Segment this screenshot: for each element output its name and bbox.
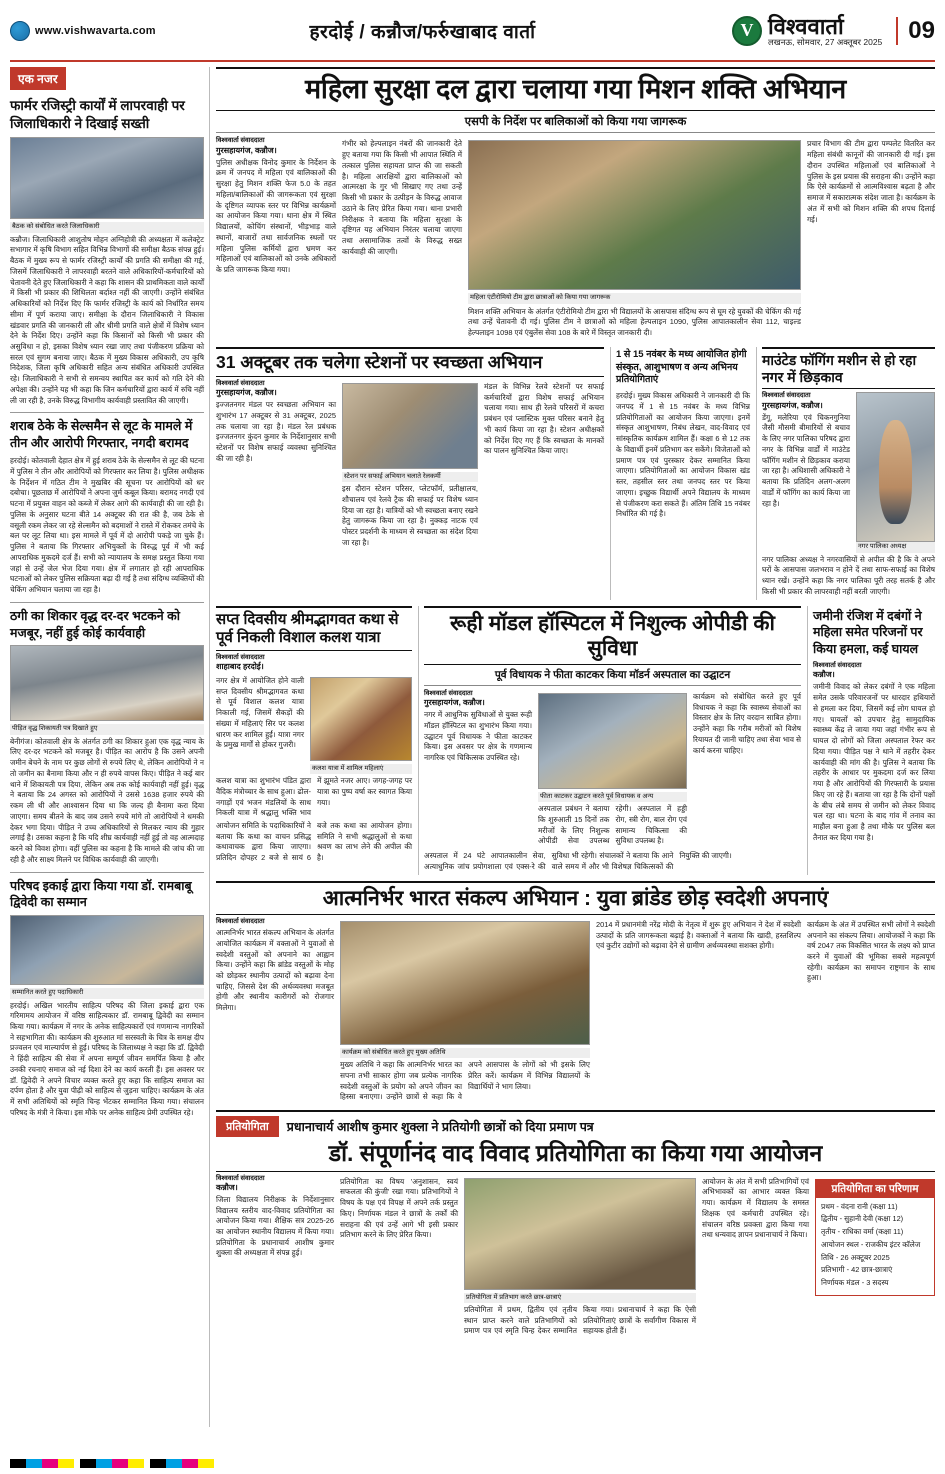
color-swatch [26, 1459, 42, 1468]
result-line: प्रतिभागी - 42 छात्र-छात्राएं [821, 1265, 893, 1275]
page-number: 09 [896, 17, 935, 45]
swachhata-body-2: इस दौरान स्टेशन परिसर, प्लेटफॉर्म, प्रतीक्षालय, शौचालय एवं रेलवे ट्रैक की सफाई पर विशेष ध्यान दिया जा रहा है। यात्रियों को भी स्वच्छता बनाए रखने हेतु जागरूक किया जा रहा है। नुक्कड़ नाटक एवं पोस्टर प्रदर्शनी के माध्यम से स्वच्छता का संदेश दिया जा रहा है। [342, 484, 478, 547]
atmanirbhar-body-2: मुख्य अतिथि ने कहा कि आत्मनिर्भर भारत का सपना तभी साकार होगा जब प्रत्येक नागरिक स्वदेशी वस्तुओं के प्रयोग को अपने जीवन का हिस्सा बनाएगा। उन्होंने छात्रों से कहा कि वे अपने आसपास के लोगों को भी इसके लिए प्रेरित करें। कार्यक्रम में विभिन्न विद्यालयों के विद्यार्थियों ने भाग लिया। [340, 1060, 590, 1102]
divider [10, 872, 204, 873]
result-box-title: प्रतियोगिता का परिणाम [816, 1180, 934, 1198]
byline [424, 690, 532, 708]
row-katha-hospital [216, 606, 935, 875]
pratiyogita-box [610, 347, 750, 600]
swachhata-body-3: मंडल के विभिन्न रेलवे स्टेशनों पर सफाई कर्मचारियों द्वारा विशेष सफाई अभियान चलाया गया। साथ ही रेलवे परिसरों में कचरा प्रबंधन एवं प्लास्टिक मुक्त परिसर बनाने हेतु भी कार्य किया जा रहा है। स्टेशन अधीक्षकों को निर्देश दिए गए हैं कि स्वच्छता के मानकों का पालन सुनिश्चित किया जाए। [484, 381, 604, 456]
lead-body-2: गंभीर को हेल्पलाइन नंबरों की जानकारी देते हुए बताया गया कि किसी भी आपात स्थिति में तत्काल पुलिस सहायता प्राप्त की जा सकती है। महिला आरक्षियों द्वारा बालिकाओं को आत्मरक्षा के गुर भी सिखाए गए तथा उन्हें किसी भी प्रकार के उत्पीड़न के विरुद्ध आवाज उठाने के लिए प्रेरित किया गया। थाना प्रभारी निरीक्षक ने बताया कि महिला सुरक्षा के दृष्टिगत यह अभियान निरंतर चलाया जाएगा तथा असामाजिक तत्वों के विरुद्ध सख्त कार्यवाही की जाएगी। [342, 139, 462, 256]
debate-body-4: आयोजन के अंत में सभी प्रतिभागियों एवं अभिभावकों का आभार व्यक्त किया गया। कार्यक्रम में विद्यालय के समस्त शिक्षक एवं कर्मचारी उपस्थित रहे। संचालन वरिष्ठ प्रवक्ता द्वारा किया गया तथा धन्यवाद ज्ञापन प्रधानाचार्य ने किया। [702, 1176, 809, 1240]
masthead-left [10, 21, 240, 41]
swachhata-photo [342, 383, 478, 469]
debate-pill-row [216, 1110, 935, 1137]
lead-col-4 [807, 137, 935, 340]
byline [216, 1175, 334, 1193]
main-column [216, 67, 935, 1427]
lead-col-1 [216, 137, 336, 340]
fogging-headline: माउंटेड फॉगिंग मशीन से हो रहा नगर में छिड़काव [762, 347, 935, 390]
color-registration-bars [10, 1459, 220, 1468]
byline-location: कन्नौज। [216, 1182, 238, 1192]
sidebar-story-3 [10, 878, 204, 1119]
result-line: तृतीय - राधिका वर्मा (कक्षा 11) [821, 1227, 904, 1237]
byline-label: विश्ववार्ता संवाददाता [424, 689, 473, 697]
result-box [815, 1179, 935, 1296]
cb-group [150, 1459, 214, 1468]
logo [732, 15, 882, 47]
hospital-story [418, 606, 801, 875]
photo-caption: कार्यक्रम को संबोधित करते हुए मुख्य अतिथि [340, 1048, 590, 1058]
story-photo [10, 137, 204, 219]
color-swatch [166, 1459, 182, 1468]
result-line: आयोजन स्थल - राजकीय इंटर कॉलेज [821, 1239, 921, 1249]
byline-label: विश्ववार्ता संवाददाता [216, 137, 265, 145]
hospital-body-4: अस्पताल में 24 घंटे आपातकालीन सेवा, अत्याधुनिक जांच प्रयोगशाला एवं एक्स-रे की सुविधा भी रहेगी। संचालकों ने बताया कि आने वाले समय में और भी विशेषज्ञ चिकित्सकों की नियुक्ति की जाएगी। [424, 851, 732, 871]
debate-body-2: प्रतियोगिता का विषय 'अनुशासन, स्वयं सफलता की कुंजी' रखा गया। प्रतिभागियों ने विषय के पक्ष एवं विपक्ष में अपने तर्क प्रस्तुत किए। निर्णायक मंडल ने छात्रों के तर्कों की सराहना की एवं उन्हें आगे भी इसी प्रकार प्रतिभाग करने के लिए प्रेरित किया। [340, 1176, 458, 1240]
sidebar-story-2 [10, 608, 204, 866]
edition-title: हरदोई / कन्नौज/फर्रुखाबाद वार्ता [309, 22, 536, 43]
result-line: प्रथम - वंदना रानी (कक्षा 11) [821, 1201, 898, 1211]
atmanirbhar-body-1: आत्मनिर्भर भारत संकल्प अभियान के अंतर्गत आयोजित कार्यक्रम में वक्ताओं ने युवाओं से स्वदेशी वस्तुओं को अपनाने का आह्वान किया। उन्होंने कहा कि ब्रांडेड वस्तुओं के मोह को छोड़कर स्थानीय उत्पादों को बढ़ावा देना चाहिए, जिससे देश की अर्थव्यवस्था मजबूत होगी और स्थानीय कारीगरों को रोजगार मिलेगा। [216, 928, 334, 1013]
masthead [10, 6, 935, 62]
atmanirbhar-story [216, 881, 935, 1105]
sidebar-headline: ठगी का शिकार वृद्ध दर-दर भटकने को मजबूर, नहीं हुई कोई कार्यवाही [10, 608, 180, 640]
story-photo [10, 915, 204, 985]
katha-story [216, 606, 412, 875]
byline-label: विश्ववार्ता संवाददाता [762, 392, 811, 400]
byline-label: विश्ववार्ता संवाददाता [216, 917, 265, 925]
byline [216, 380, 336, 398]
sidebar-column [10, 67, 210, 1427]
atmanirbhar-headline: आत्मनिर्भर भारत संकल्प अभियान : युवा ब्रांडेड छोड़ स्वदेशी अपनाएं [216, 881, 935, 915]
debate-headline: डॉ. संपूर्णानंद वाद विवाद प्रतियोगिता का किया गया आयोजन [216, 1137, 935, 1172]
attack-body: जमीनी विवाद को लेकर दबंगों ने एक महिला समेत उसके परिवारजनों पर धारदार हथियारों से हमला कर दिया, जिसमें कई लोग घायल हो गए। घायलों को उपचार हेतु सामुदायिक स्वास्थ्य केंद्र ले जाया गया जहां गंभीर रूप से घायल दो लोगों को जिला अस्पताल रेफर कर दिया गया। पीड़ित पक्ष ने थाने में तहरीर देकर कार्यवाही की मांग की है। पुलिस ने बताया कि तहरीर के आधार पर मुकदमा दर्ज कर लिया गया है और आरोपियों की गिरफ्तारी के प्रयास किए जा रहे हैं। बताया जा रहा है कि दोनों पक्षों के बीच लंबे समय से जमीन को लेकर विवाद चल रहा था। घटना के बाद गांव में तनाव का माहौल बना हुआ है तथा मौके पर पुलिस बल तैनात कर दिया गया है। [813, 682, 935, 842]
byline [762, 392, 850, 410]
atmanirbhar-body-4: कार्यक्रम के अंत में उपस्थित सभी लोगों ने स्वदेशी अपनाने का संकल्प लिया। आयोजकों ने कहा कि वर्ष 2047 तक विकसित भारत के लक्ष्य को प्राप्त करने में युवाओं की भूमिका सबसे महत्वपूर्ण रहेगी। कार्यक्रम का समापन राष्ट्रगान के साथ हुआ। [807, 919, 935, 983]
row-swachhata [216, 347, 935, 600]
swachhata-headline: 31 अक्टूबर तक चलेगा स्टेशनों पर स्वच्छता अभियान [216, 347, 604, 377]
swachhata-body-1: इज्जतनगर मंडल पर स्वच्छता अभियान का शुभारंभ 17 अक्टूबर से 31 अक्टूबर, 2025 तक चलाया जा रहा है। मंडल रेल प्रबंधक इज्जतनगर कुंदन कुमार के निर्देशानुसार सभी स्टेशनों पर विशेष सफाई व्यवस्था सुनिश्चित की जा रही है। [216, 400, 336, 463]
page-body [10, 67, 935, 1427]
cb-group [10, 1459, 74, 1468]
logo-mark-icon: V [732, 16, 762, 46]
debate-body-1: जिला विद्यालय निरीक्षक के निर्देशानुसार विद्यालय स्तरीय वाद-विवाद प्रतियोगिता का आयोजन किया गया। शैक्षिक सत्र 2025-26 का आयोजन स्थानीय विद्यालय में किया गया। प्रतियोगिता के प्रधानाचार्य आशीष कुमार शुक्ला की अध्यक्षता में संपन्न हुई। [216, 1194, 334, 1258]
katha-body-2: कलश यात्रा का शुभारंभ पंडित द्वारा वैदिक मंत्रोच्चार के साथ हुआ। ढोल-नगाड़ों एवं भजन मंडलियों के साथ निकली यात्रा में श्रद्धालु भक्ति भाव में झूमते नजर आए। जगह-जगह पर यात्रा का पुष्प वर्षा कर स्वागत किया गया। [216, 776, 412, 818]
color-swatch [58, 1459, 74, 1468]
byline-location: कन्नौज। [813, 670, 835, 680]
color-swatch [198, 1459, 214, 1468]
result-line: निर्णायक मंडल - 3 सदस्य [821, 1277, 889, 1287]
lead-body-4: प्रचार विभाग की टीम द्वारा पम्पलेट वितरित कर महिला संबंधी कानूनों की जानकारी दी गई। इस दौरान उपस्थित महिलाओं एवं बालिकाओं ने पुलिस के इस प्रयास की सराहना की। उन्होंने कहा कि ऐसे कार्यक्रमों से आत्मविश्वास बढ़ता है और समाज में सकारात्मक संदेश जाता है। कार्यक्रम के अंत में सभी को मिशन शक्ति की शपथ दिलाई गई। [807, 139, 935, 224]
sidebar-headline: फार्मर रजिस्ट्री कार्यों में लापरवाही पर जिलाधिकारी ने दिखाई सख्ती [10, 98, 185, 132]
lead-photo [468, 140, 801, 290]
color-swatch [42, 1459, 58, 1468]
byline-label: विश्ववार्ता संवाददाता [216, 1174, 265, 1182]
hospital-body-2: अस्पताल प्रबंधन ने बताया कि शुरुआती 15 दिनों तक मरीजों के लिए निशुल्क ओपीडी सेवा उपलब्ध रहेगी। अस्पताल में हड्डी रोग, स्त्री रोग, बाल रोग एवं सामान्य चिकित्सा की सुविधा उपलब्ध है। [538, 804, 687, 846]
category-badge: प्रतियोगिता [216, 1116, 279, 1137]
lead-body-3: मिशन शक्ति अभियान के अंतर्गत एंटीरोमियो टीम द्वारा भी विद्यालयों के आसपास संदिग्ध रूप से घूम रहे युवकों की चेकिंग की गई तथा उन्हें चेतावनी दी गई। पुलिस टीम ने छात्राओं को महिला हेल्पलाइन 1090, पुलिस आपातकालीन सेवा 112, चाइल्ड हेल्पलाइन 1098 एवं एंबुलेंस सेवा 108 के बारे में विस्तृत जानकारी दी। [468, 306, 801, 338]
sidebar-story-0 [10, 97, 204, 406]
katha-headline: सप्त दिवसीय श्रीमद्भागवत कथा से पूर्व निकली विशाल कलश यात्रा [216, 606, 412, 651]
globe-icon [10, 21, 30, 41]
byline-label: विश्ववार्ता संवाददाता [813, 662, 862, 670]
sidebar-body: हरदोई। कोतवाली देहात क्षेत्र में हुई शराब ठेके के सेल्समैन से लूट की घटना में पुलिस ने तीन और आरोपियों को गिरफ्तार कर लिया है। पुलिस अधीक्षक के निर्देशन में गठित टीम ने मुखबिर की सूचना पर आरोपियों को धर दबोचा। पूछताछ में आरोपियों ने अपना जुर्म कबूल किया। बरामद नगदी एवं घटना में प्रयुक्त वाहन को कब्जे में लेकर आगे की कार्यवाही की जा रही है। पुलिस के अनुसार घटना बीते 14 अक्टूबर की रात की है, जब ठेके से वसूली रकम लेकर जा रहे सेल्समैन को बदमाशों ने रास्ते में रोककर तमंचे के बल पर लूट लिया था। इस मामले में पूर्व में दो आरोपी पकड़े जा चुके हैं। पुलिस ने बताया कि गिरफ्तार अभियुक्तों के विरुद्ध पूर्व में भी कई आपराधिक मुकदमे दर्ज हैं। सभी को न्यायालय के समक्ष प्रस्तुत किया गया जहां से उन्हें जेल भेज दिया गया। क्षेत्र में लगातार हो रही आपराधिक घटनाओं को लेकर पुलिस सक्रियता बढ़ा दी गई है तथा संदिग्ध व्यक्तियों की चेकिंग अभियान चलाया जा रहा है। [10, 456, 204, 594]
lead-body-1: पुलिस अधीक्षक विनोद कुमार के निर्देशन के क्रम में जनपद में महिला एवं बालिकाओं की सुरक्षा हेतु मिशन शक्ति फेज 5.0 के तहत महिला/बालिकाओं की जागरूकता एवं सुरक्षा के दृष्टिगत व्यापक स्तर पर विभिन्न कार्यक्रमों का आयोजन किया गया। थाना क्षेत्र में स्थित विद्यालयों, कोचिंग संस्थानों, भीड़भाड़ वाले स्थानों, बाजारों तथा सार्वजनिक स्थलों पर महिला पुलिस कर्मियों द्वारा भ्रमण कर महिलाओं एवं बालिकाओं को उनके अधिकारों के प्रति जागरूक किया गया। [216, 157, 336, 274]
sidebar-headline: शराब ठेके के सेल्समैन से लूट के मामले में तीन और आरोपी गिरफ्तार, नगदी बरामद [10, 419, 193, 451]
photo-caption: नगर पालिका अध्यक्ष [856, 542, 935, 552]
sidebar-body: कन्नौज। जिलाधिकारी आशुतोष मोहन अग्निहोत्री की अध्यक्षता में कलेक्ट्रेट सभागार में कृषि विभाग सहित विभिन्न विभागों की समीक्षा बैठक संपन्न हुई। बैठक में मुख्य रूप से फार्मर रजिस्ट्री कार्यों की प्रगति की समीक्षा की गई, जिसमें जिलाधिकारी ने लापरवाही बरतने वाले अधिकारियों-कर्मचारियों को चेतावनी देते हुए जिलाधिकारी ने कहा कि शासन की प्राथमिकता वाले कार्यों में किसी भी प्रकार की शिथिलता बर्दाश्त नहीं की जाएगी। उन्होंने संबंधित अधिकारियों को निर्देश दिए कि फार्मर रजिस्ट्री के कार्य को निर्धारित समय सीमा में पूर्ण कराया जाए। समीक्षा के दौरान जिलाधिकारी ने विकास खंडवार प्रगति की जानकारी ली और धीमी प्रगति वाले क्षेत्रों में विशेष ध्यान देने के निर्देश दिए। उन्होंने कहा कि किसानों को किसी भी प्रकार की असुविधा न हो, इसका विशेष ध्यान रखा जाए तथा पंजीकरण प्रक्रिया को सरल एवं सुगम बनाया जाए। बैठक में मुख्य विकास अधिकारी, उप कृषि निदेशक, जिला कृषि अधिकारी सहित अन्य संबंधित अधिकारी उपस्थित रहे। जिलाधिकारी ने सभी से समन्वय स्थापित कर कार्य को गति देने की अपेक्षा की। उन्होंने यह भी कहा कि जिन कर्मचारियों द्वारा कार्य में रुचि नहीं ली जा रही है, उनके विरुद्ध विभागीय कार्यवाही प्रस्तावित की जाएगी। [10, 234, 204, 405]
sidebar-headline: परिषद इकाई द्वारा किया गया डॉ. रामबाबू द्विवेदी का सम्मान [10, 878, 192, 910]
photo-caption: सम्मानित करते हुए पदाधिकारी [10, 988, 204, 998]
byline [216, 137, 336, 155]
hospital-body-1: नगर में आधुनिक सुविधाओं से युक्त रूही मॉडल हॉस्पिटल का शुभारंभ किया गया। उद्घाटन पूर्व विधायक ने फीता काटकर किया। इस अवसर पर क्षेत्र के गणमान्य नागरिक एवं चिकित्सक उपस्थित रहे। [424, 710, 532, 763]
debate-body-3: प्रतियोगिता में प्रथम, द्वितीय एवं तृतीय स्थान प्राप्त करने वाले प्रतिभागियों को प्रमाण पत्र एवं स्मृति चिन्ह देकर सम्मानित किया गया। प्रधानाचार्य ने कहा कि ऐसी प्रतियोगिताएं छात्रों के सर्वांगीण विकास में सहायक होती हैं। [464, 1304, 696, 1336]
divider [10, 412, 204, 413]
result-line: द्वितीय - सुहानी देवी (कक्षा 12) [821, 1214, 904, 1224]
cb-group [80, 1459, 144, 1468]
debate-photo [464, 1178, 696, 1290]
hospital-body-3: कार्यक्रम को संबोधित करते हुए पूर्व विधायक ने कहा कि स्वास्थ्य सेवाओं का विस्तार क्षेत्र के लिए वरदान साबित होगा। उन्होंने कहा कि गरीब मरीजों को विशेष रियायत दी जानी चाहिए तथा सेवा भाव से कार्य करना चाहिए। [693, 691, 801, 755]
sidebar-story-1 [10, 418, 204, 595]
byline-location: गुरसहायगंज, कन्नौज। [424, 698, 485, 708]
box-body: हरदोई। मुख्य विकास अधिकारी ने जानकारी दी कि जनपद में 1 से 15 नवंबर के मध्य विभिन्न प्रतियोगिताओं का आयोजन किया जाएगा। इनमें संस्कृत आशुभाषण, निबंध लेखन, वाद-विवाद एवं सांस्कृतिक कार्यक्रम शामिल हैं। कक्षा 6 से 12 तक के विद्यार्थी इनमें प्रतिभाग कर सकेंगे। विजेताओं को प्रमाण पत्र एवं पुरस्कार देकर सम्मानित किया जाएगा। प्रतियोगिताओं का आयोजन विकास खंड स्तर, तहसील स्तर तथा जनपद स्तर पर किया जाएगा। इच्छुक विद्यार्थी अपने विद्यालय के माध्यम से पंजीकरण करा सकते हैं। अंतिम तिथि 15 नवंबर निर्धारित की गई है। [616, 391, 750, 519]
color-swatch [96, 1459, 112, 1468]
hospital-photo [538, 693, 687, 789]
atmanirbhar-body-3: 2014 में प्रधानमंत्री नरेंद्र मोदी के नेतृत्व में शुरू हुए अभियान ने देश में स्वदेशी उत्पादों के प्रति जागरूकता बढ़ाई है। वक्ताओं ने बताया कि खादी, हस्तशिल्प एवं कुटीर उद्योगों को बढ़ावा देने से ग्रामीण अर्थव्यवस्था सशक्त होगी। [596, 919, 801, 951]
byline-location: गुरसहायगंज, कन्नौज। [762, 400, 823, 410]
katha-photo [310, 677, 412, 761]
byline-label: विश्ववार्ता संवाददाता [216, 379, 265, 387]
logo-subtitle: लखनऊ, सोमवार, 27 अक्तूबर 2025 [767, 37, 883, 48]
masthead-right [605, 15, 935, 47]
divider [10, 602, 204, 603]
lead-col-2 [342, 137, 462, 340]
debate-kicker: प्रधानाचार्य आशीष कुमार शुक्ला ने प्रतियोगी छात्रों को दिया प्रमाण पत्र [286, 1119, 594, 1134]
hospital-headline: रूही मॉडल हॉस्पिटल में निशुल्क ओपीडी की सुविधा [424, 606, 801, 665]
lead-photo-block [468, 137, 801, 340]
lead-headline: महिला सुरक्षा दल द्वारा चलाया गया मिशन शक्ति अभियान [216, 67, 935, 111]
color-swatch [128, 1459, 144, 1468]
byline-location: गुरसहायगंज, कन्नौज। [216, 388, 277, 398]
photo-caption: फीता काटकर उद्घाटन करते पूर्व विधायक व अन्य [538, 792, 687, 802]
story-photo [10, 645, 204, 721]
result-line: तिथि - 26 अक्टूबर 2025 [821, 1252, 890, 1262]
color-swatch [182, 1459, 198, 1468]
photo-caption: महिला एंटीरोमियो टीम द्वारा छात्राओं को किया गया जागरूक [468, 293, 801, 303]
color-swatch [112, 1459, 128, 1468]
fogging-portrait-photo [856, 392, 935, 542]
katha-body-3: आयोजन समिति के पदाधिकारियों ने बताया कि कथा का वाचन प्रसिद्ध कथावाचक द्वारा किया जाएगा। प्रतिदिन दोपहर 2 बजे से सायं 6 बजे तक कथा का आयोजन होगा। समिति ने सभी श्रद्धालुओं से कथा श्रवण का लाभ लेने की अपील की है। [216, 821, 412, 863]
fogging-body-1: डेंगू, मलेरिया एवं चिकनगुनिया जैसी मौसमी बीमारियों से बचाव के लिए नगर पालिका परिषद द्वारा नगर के विभिन्न वार्डों में माउंटेड फॉगिंग मशीन से छिड़काव कराया जा रहा है। अधिशासी अधिकारी ने बताया कि प्रतिदिन अलग-अलग वार्डों में फॉगिंग का कार्य किया जा रहा है। [762, 412, 850, 508]
logo-name: विश्ववार्ता [767, 13, 844, 39]
byline-location: गुरसहायगंज, कन्नौज। [216, 145, 277, 155]
logo-text [768, 15, 882, 47]
katha-body-1: नगर क्षेत्र में आयोजित होने वाली सप्त दिवसीय श्रीमद्भागवत कथा से पूर्व विशाल कलश यात्रा निकाली गई, जिसमें सैकड़ों की संख्या में महिलाएं सिर पर कलश धारण कर शामिल हुईं। यात्रा नगर के प्रमुख मार्गों से होकर गुजरी। [216, 675, 304, 750]
byline-label: विश्ववार्ता संवाददाता [216, 653, 265, 661]
byline-location: शाहाबाद हरदोई। [216, 661, 264, 671]
sidebar-body: बेनीगंज। कोतवाली क्षेत्र के अंतर्गत ठगी का शिकार हुआ एक वृद्ध न्याय के लिए दर-दर भटकने को मजबूर है। पीड़ित का आरोप है कि उसने अपनी जमीन बेचने के नाम पर कुछ लोगों से रुपये लिए थे, लेकिन आरोपियों ने न तो जमीन का बैनामा किया और न ही रुपये वापस किए। पीड़ित ने कई बार थाने में शिकायती पत्र दिया, लेकिन अब तक कोई कार्यवाही नहीं हुई। वृद्ध ने बताया कि 24 अगस्त को आरोपियों ने उससे 1638 हजार रुपये की रकम ली थी और आश्वासन दिया था कि जल्द ही बैनामा करा दिया जाएगा। समय बीतने के बाद जब उसने रुपये मांगे तो आरोपियों ने धमकी देकर भगा दिया। पीड़ित ने उच्च अधिकारियों से मिलकर न्याय की गुहार लगाई है। उसका कहना है कि यदि शीघ्र कार्यवाही नहीं हुई तो वह आत्मदाह करने को विवश होगा। वहीं पुलिस का कहना है कि मामले की जांच की जा रही है और साक्ष्य मिलने पर विधिक कार्यवाही की जाएगी। [10, 736, 204, 864]
color-swatch [150, 1459, 166, 1468]
website-url[interactable]: www.vishwavarta.com [35, 25, 156, 37]
swachhata-story [216, 347, 604, 600]
fogging-story [756, 347, 935, 600]
photo-caption: प्रतियोगिता में प्रतिभाग करते छात्र-छात्राएं [464, 1293, 696, 1303]
atmanirbhar-photo [340, 921, 590, 1045]
attack-story [807, 606, 935, 875]
photo-caption: स्टेशन पर सफाई अभियान चलाते रेलकर्मी [342, 472, 478, 482]
fogging-body-2: नगर पालिका अध्यक्ष ने नगरवासियों से अपील की है कि वे अपने घरों के आसपास जलभराव न होने दें तथा साफ-सफाई का विशेष ध्यान रखें। उन्होंने कहा कि नगर पालिका पूरी तरह सतर्क है और किसी भी प्रकार की लापरवाही नहीं बरती जाएगी। [762, 554, 935, 596]
color-swatch [10, 1459, 26, 1468]
photo-caption: बैठक को संबोधित करते जिलाधिकारी [10, 222, 204, 232]
lead-subhead: एसपी के निर्देश पर बालिकाओं को किया गया जागरूक [216, 111, 935, 133]
hospital-subhead: पूर्व विधायक ने फीता काटकर किया मॉडर्न अस्पताल का उद्घाटन [424, 665, 801, 686]
lead-story [216, 67, 935, 341]
debate-story [216, 1110, 935, 1339]
byline [216, 918, 334, 926]
byline [216, 654, 412, 672]
sidebar-section-label: एक नजर [10, 67, 66, 90]
color-swatch [80, 1459, 96, 1468]
box-heading: 1 से 15 नवंबर के मध्य आयोजित होगी संस्कृत, आशुभाषण व अन्य अभिनय प्रतियोगिताएं [616, 348, 747, 386]
byline [813, 662, 935, 680]
sidebar-body: हरदोई। अखिल भारतीय साहित्य परिषद की जिला इकाई द्वारा एक गरिमामय आयोजन में वरिष्ठ साहित्यकार डॉ. रामबाबू द्विवेदी का सम्मान किया गया। कार्यक्रम में नगर के अनेक साहित्यकारों एवं गणमान्य नागरिकों ने सहभागिता की। कार्यक्रम की शुरुआत मां सरस्वती के चित्र के समक्ष दीप प्रज्वलन एवं माल्यार्पण से हुई। परिषद के जिलाध्यक्ष ने कहा कि डॉ. द्विवेदी ने हिंदी साहित्य की सेवा में अपना सम्पूर्ण जीवन समर्पित किया है और उनकी रचनाएं समाज को नई दिशा देने का कार्य करती हैं। इस अवसर पर डॉ. द्विवेदी ने अपने विचार व्यक्त करते हुए कहा कि साहित्य समाज का दर्पण होता है और युवा पीढ़ी को साहित्य से जुड़ना चाहिए। कार्यक्रम के अंत में सभी अतिथियों को स्मृति चिन्ह भेंटकर सम्मानित किया गया। संचालन परिषद के मंत्री ने किया। इस मौके पर अनेक साहित्य प्रेमी उपस्थित रहे। [10, 1000, 204, 1117]
photo-caption: कलश यात्रा में शामिल महिलाएं [310, 764, 412, 774]
attack-headline: जमीनी रंजिश में दबंगों ने महिला समेत परिजनों पर किया हमला, कई घायल [813, 608, 923, 657]
photo-caption: पीड़ित वृद्ध शिकायती पत्र दिखाते हुए [10, 724, 204, 734]
